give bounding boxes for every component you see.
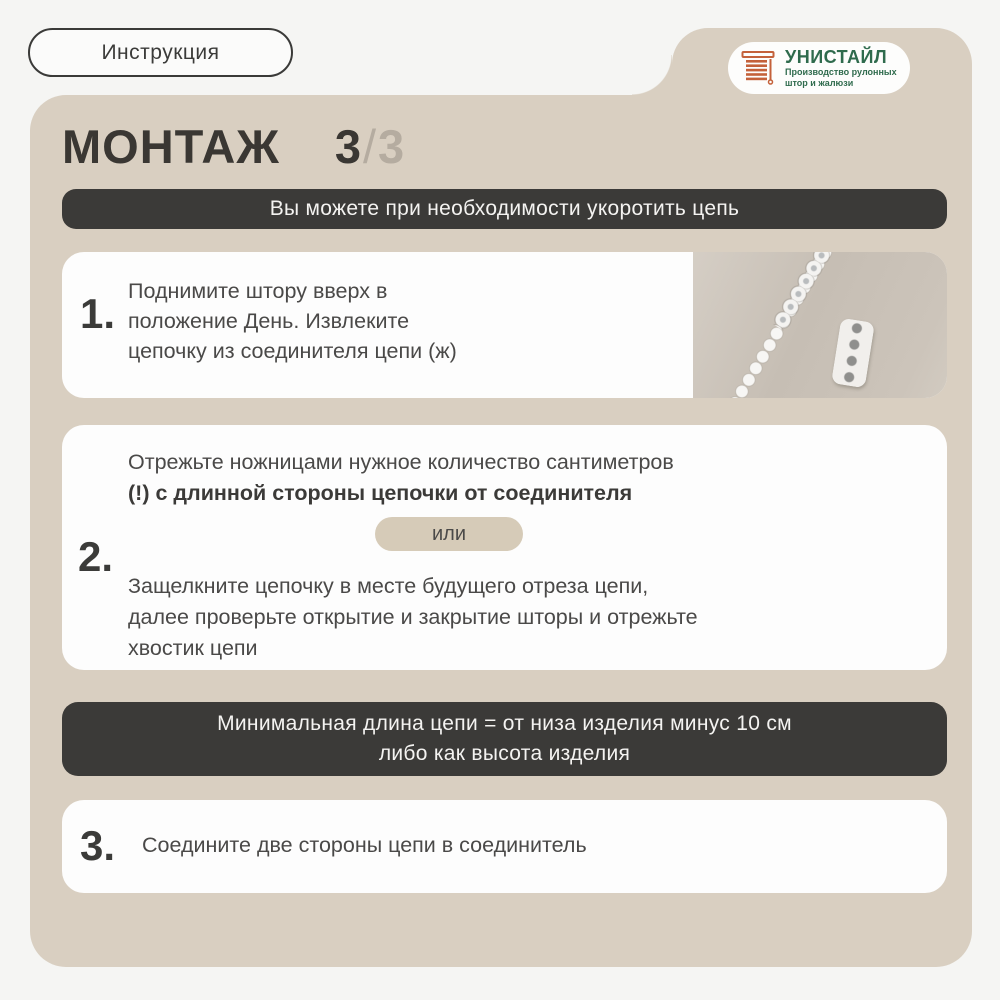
banner-middle-line-2: либо как высота изделия (378, 742, 631, 765)
step-1-line-2: положение День. Извлеките (128, 309, 410, 333)
step-2-text-top (128, 447, 674, 509)
step-1-number: 1. (80, 290, 116, 337)
step-2-bold-text: (!) с длинной стороны цепочки от соединителя (128, 481, 633, 505)
step-1-card (62, 252, 947, 398)
step-2-regular-text: Отрежьте ножницами нужное количество сантиметров (128, 450, 674, 474)
step-3-text: Соедините две стороны цепи в соединитель (142, 833, 587, 857)
step-2-card (62, 425, 947, 670)
step-2-after-line-1: Защелкните цепочку в месте будущего отреза цепи, (128, 574, 649, 598)
step-2-text-bottom (128, 571, 698, 664)
brand-text-block (785, 48, 897, 88)
brand-logo[interactable] (728, 42, 910, 94)
blinds-icon (741, 49, 777, 87)
or-pill-label: или (431, 522, 466, 545)
step-2-number: 2. (78, 533, 114, 580)
step-1-line-3: цепочку из соединителя цепи (ж) (128, 339, 457, 363)
page-title-row (62, 119, 404, 175)
banner-middle (62, 702, 947, 776)
step-3-card (62, 800, 947, 893)
instruction-button[interactable] (28, 28, 293, 77)
or-pill (375, 517, 523, 551)
chain-photo (693, 252, 947, 398)
brand-subtitle-line2: штор и жалюзи (785, 77, 854, 88)
bead-chain-links-image (770, 252, 835, 333)
banner-top (62, 189, 947, 229)
step-2-after-line-2: далее проверьте открытие и закрытие шторы и отрежьте (128, 605, 698, 629)
page-current: 3 (334, 120, 361, 173)
page-counter (335, 119, 404, 175)
brand-name: УНИСТАЙЛ (785, 47, 888, 67)
page-total: 3 (378, 120, 405, 173)
banner-top-text: Вы можете при необходимости укоротить цепь (269, 197, 740, 220)
instruction-button-label: Инструкция (101, 40, 220, 64)
brand-subtitle-line1: Производство рулонных (785, 67, 897, 77)
step-2-after-line-3: хвостик цепи (128, 636, 258, 660)
step-1-text (128, 276, 457, 366)
tab-corner-fillet (632, 55, 672, 95)
banner-middle-line-1: Минимальная длина цепи = от низа изделия минус 10 см (217, 712, 792, 735)
step-1-line-1: Поднимите штору вверх в (128, 279, 388, 303)
chain-connector-image (831, 318, 875, 389)
page-title: МОНТАЖ (62, 120, 280, 173)
page-separator: / (362, 120, 377, 173)
step-3-number: 3. (80, 822, 116, 869)
